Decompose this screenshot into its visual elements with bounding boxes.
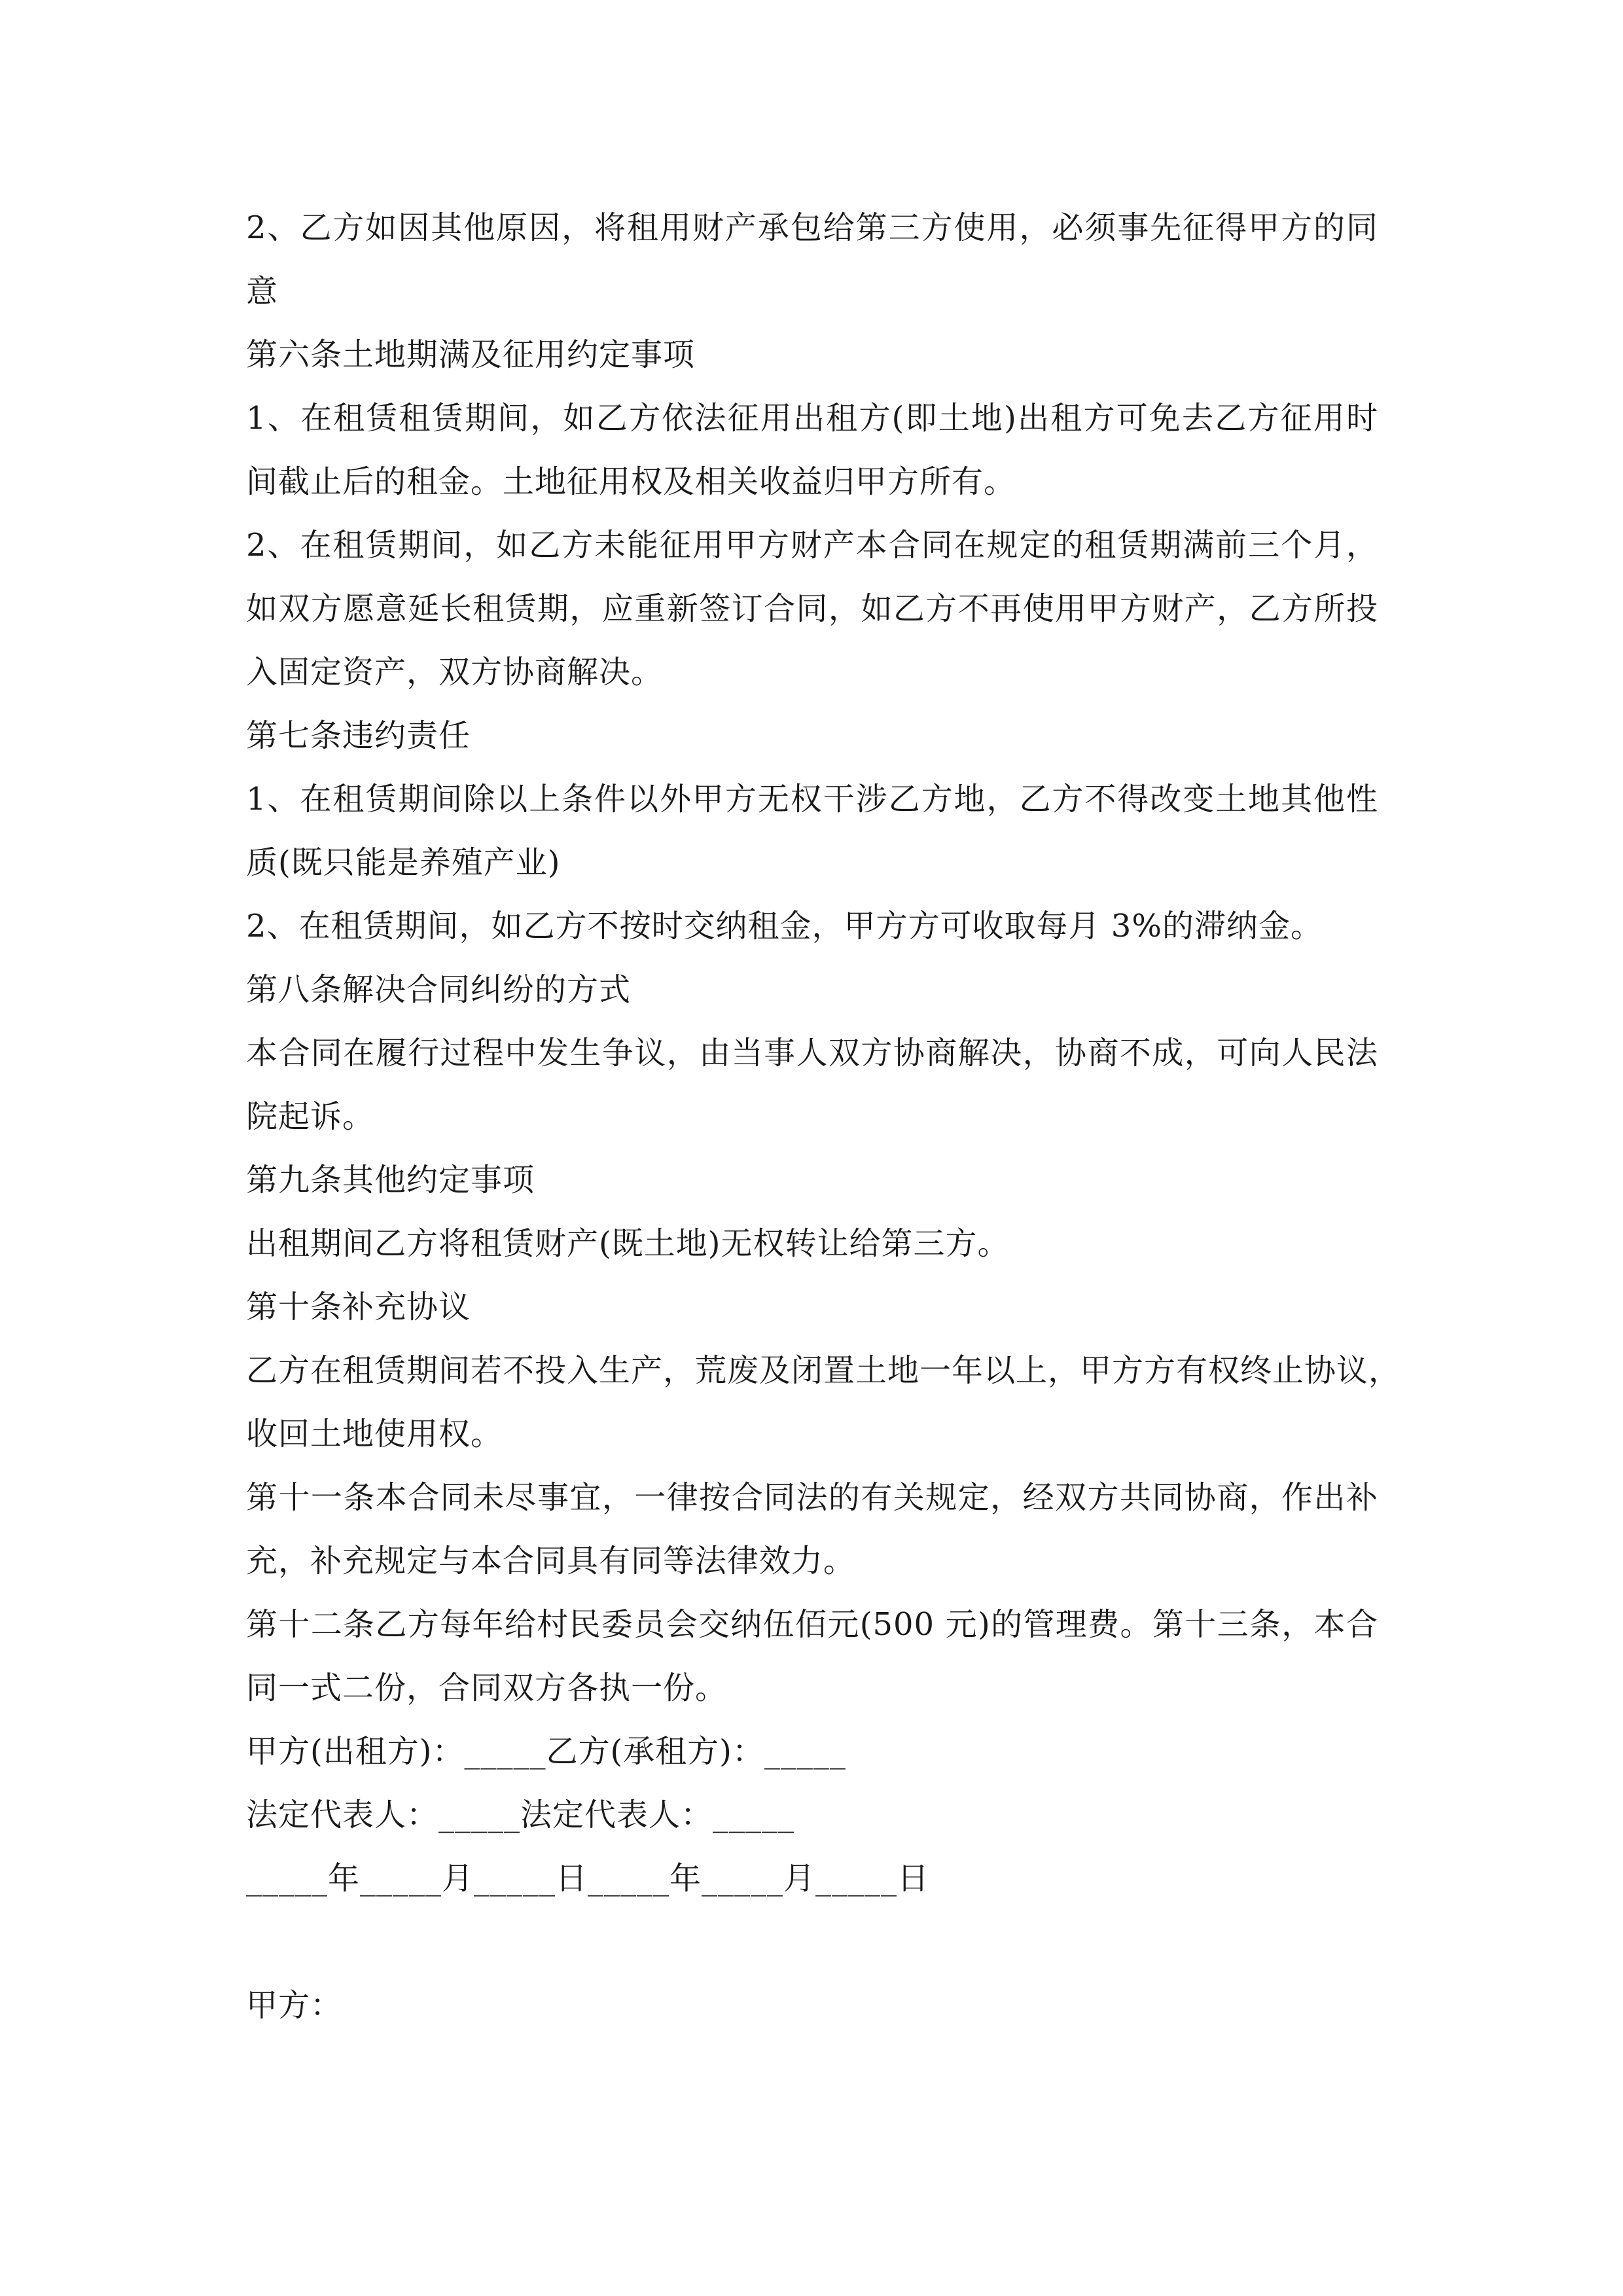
text-line: 充，补充规定与本合同具有同等法律效力。 <box>246 1543 856 1579</box>
section-heading: 第八条解决合同纠纷的方式 <box>246 971 632 1008</box>
section-heading: 第十条补充协议 <box>246 1289 471 1325</box>
text-line: 意 <box>246 273 279 310</box>
signature-line-representatives: 法定代表人：_____法定代表人：_____ <box>246 1797 795 1833</box>
spacer <box>246 1910 1378 1974</box>
text-line: 1、在租赁租赁期间，如乙方依法征用出租方(即土地)出租方可免去乙方征用时 <box>246 400 1378 437</box>
text-line: 1、在租赁期间除以上条件以外甲方无权干涉乙方地，乙方不得改变土地其他性 <box>246 781 1378 817</box>
text-line: 质(既只能是养殖产业) <box>246 844 561 881</box>
text-line: 2、在租赁期间，如乙方未能征用甲方财产本合同在规定的租赁期满前三个月， <box>246 527 1378 564</box>
text-line: 2、在租赁期间，如乙方不按时交纳租金，甲方方可收取每月 3%的滞纳金。 <box>246 908 1323 944</box>
signature-line-parties: 甲方(出租方)：_____乙方(承租方)：_____ <box>246 1733 846 1770</box>
section-heading: 第六条土地期满及征用约定事项 <box>246 336 696 373</box>
section-heading: 第九条其他约定事项 <box>246 1162 535 1198</box>
section-heading: 第七条违约责任 <box>246 717 471 754</box>
text-line: 院起诉。 <box>246 1098 375 1135</box>
text-line: 如双方愿意延长租赁期，应重新签订合同，如乙方不再使用甲方财产，乙方所投 <box>246 590 1378 627</box>
text-line: 同一式二份，合同双方各执一份。 <box>246 1670 728 1706</box>
text-line: 收回土地使用权。 <box>246 1416 503 1452</box>
contract-body <box>246 196 1401 2037</box>
text-line: 乙方在租赁期间若不投入生产，荒废及闭置土地一年以上，甲方方有权终止协议， <box>246 1352 1401 1389</box>
text-line: 第十一条本合同未尽事宜，一律按合同法的有关规定，经双方共同协商，作出补 <box>246 1479 1378 1516</box>
text-line: 本合同在履行过程中发生争议，由当事人双方协商解决，协商不成，可向人民法 <box>246 1035 1378 1071</box>
text-line: 出租期间乙方将租赁财产(既土地)无权转让给第三方。 <box>246 1225 1010 1262</box>
text-line: 间截止后的租金。土地征用权及相关收益归甲方所有。 <box>246 463 1016 500</box>
text-line: 2、乙方如因其他原因，将租用财产承包给第三方使用，必须事先征得甲方的同 <box>246 209 1378 246</box>
signature-line-dates: _____年_____月_____日_____年_____月_____日 <box>246 1860 930 1897</box>
text-line: 第十二条乙方每年给村民委员会交纳伍佰元(500 元)的管理费。第十三条，本合 <box>246 1606 1378 1643</box>
text-line: 入固定资产，双方协商解决。 <box>246 654 664 691</box>
closing-party-a: 甲方： <box>246 1987 343 2024</box>
